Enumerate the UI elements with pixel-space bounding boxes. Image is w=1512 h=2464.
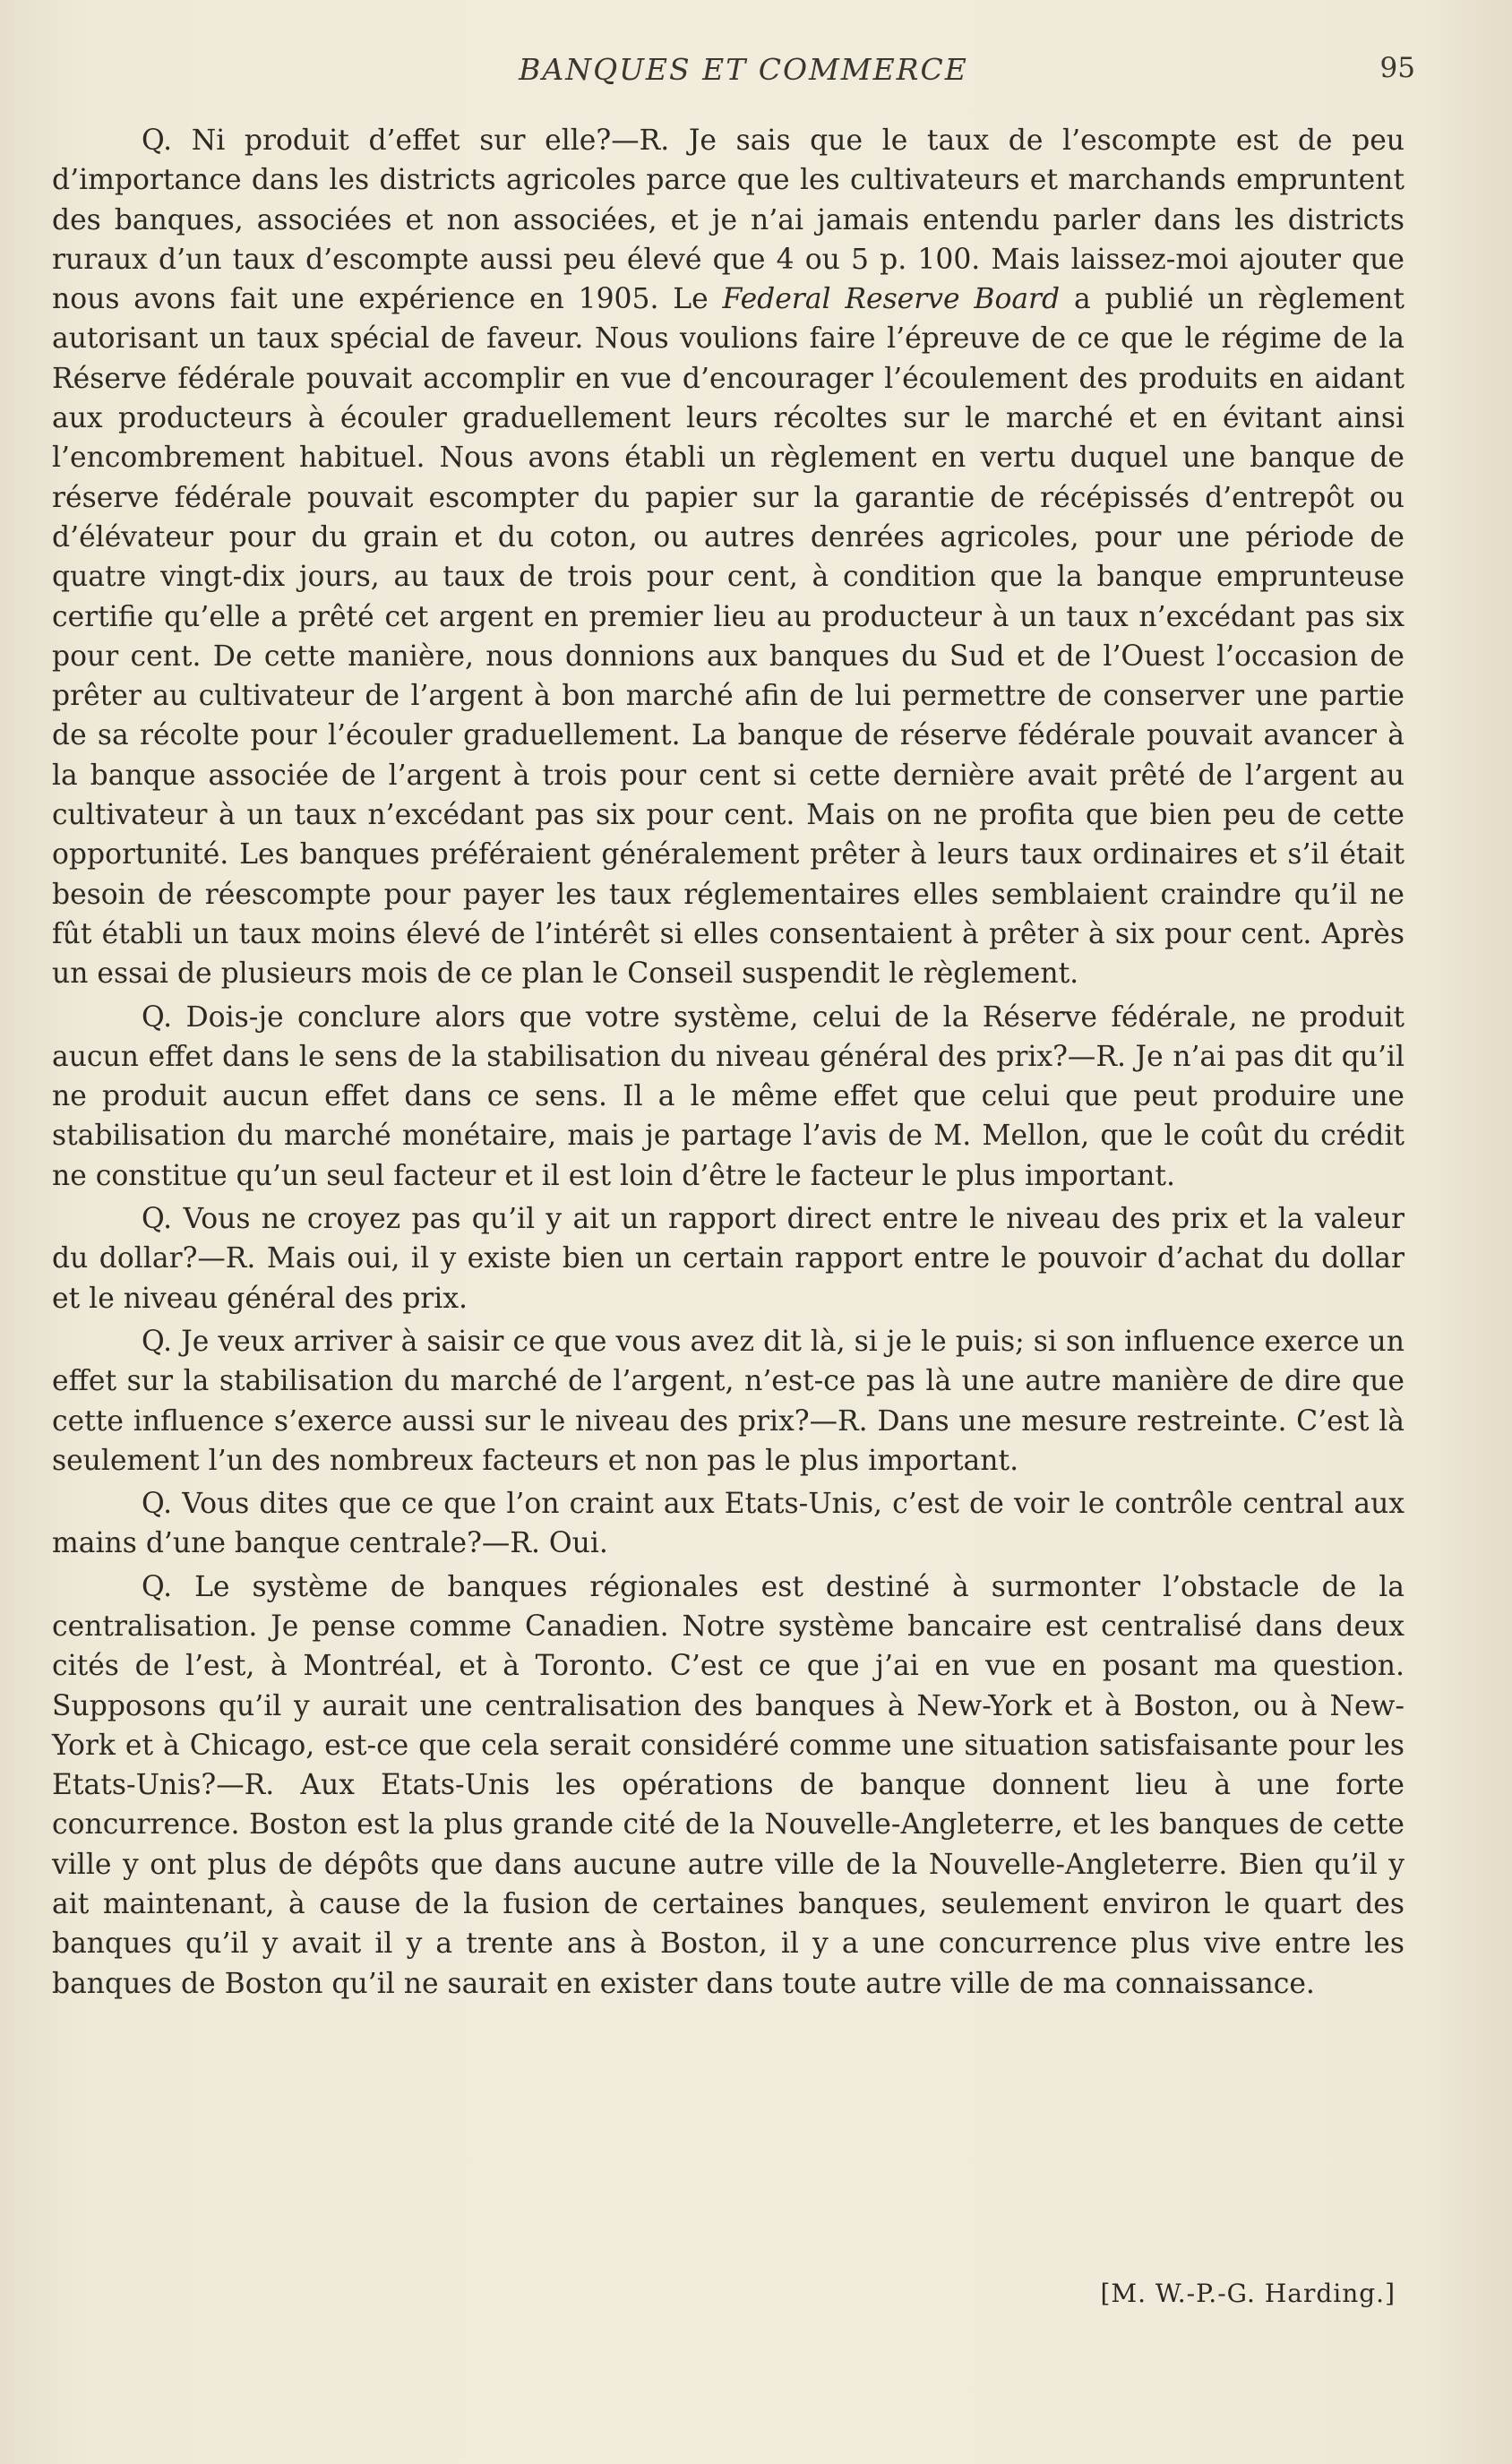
paragraph-1-before: Q. Ni produit d’effet sur elle?—R. Je sais que le taux de l’escompte est de peu d’importance dans les districts agricoles parce que les cultivateurs et marchands empruntent des banques, associées et non associées, et je n’ai jamais entendu parler dans les districts ruraux d’un taux d’escompte aussi peu élevé que 4 ou 5 p. 100. Mais laissez-moi ajouter que nous avons fait une expérience en 1905. Le [52, 124, 1405, 316]
speaker-signature: [M. W.-P.-G. Harding.] [1100, 2279, 1396, 2308]
paragraph-3: Q. Vous ne croyez pas qu’il y ait un rapport direct entre le niveau des prix et la valeur du dollar?—R. Mais oui, il y existe bien un certain rapport entre le pouvoir d’achat du dollar et le niveau général des prix. [52, 1203, 1405, 1315]
page-header [72, 52, 1415, 95]
paragraph-1-after: a publié un règlement autorisant un taux spécial de faveur. Nous voulions faire l’épreuve de ce que le régime de la Réserve fédérale pouvait accomplir en vue d’encourager l’écoulement des produits en aidant aux producteurs à écouler graduellement leurs récoltes sur le marché et en évitant ainsi l’encombrement habituel. Nous avons établi un règlement en vertu duquel une banque de réserve fédérale pouvait escompter du papier sur la garantie de récépissés d’entrepôt ou d’élévateur pour du grain et du coton, ou autres denrées agricoles, pour une période de quatre vingt-dix jours, au taux de trois pour cent, à condition que la banque emprunteuse certifie qu’elle a prêté cet argent en premier lieu au producteur à un taux n’excédant pas six pour cent. De cette manière, nous donnions aux banques du Sud et de l’Ouest l’occasion de prêter au cultivateur de l’argent à bon marché afin de lui permettre de conserver une partie de sa récolte pour l’écouler graduellement. La banque de réserve fédérale pouvait avancer à la banque associée de l’argent à trois pour cent si cette dernière avait prêté de l’argent au cultivateur à un taux n’excédant pas six pour cent. Mais on ne profita que bien peu de cette opportunité. Les banques préféraient généralement prêter à leurs taux ordinaires et s’il était besoin de réescompte pour payer les taux réglementaires elles semblaient craindre qu’il ne fût établi un taux moins élevé de l’intérêt si elles consentaient à prêter à six pour cent. Après un essai de plusieurs mois de ce plan le Conseil suspendit le règlement. [52, 283, 1405, 991]
paragraph-5: Q. Vous dites que ce que l’on craint aux Etats-Unis, c’est de voir le contrôle central aux mains d’une banque centrale?—R. Oui. [52, 1488, 1405, 1560]
paragraph-2: Q. Dois-je conclure alors que votre système, celui de la Réserve fédérale, ne produit aucun effet dans le sens de la stabilisation du niveau général des prix?—R. Je n’ai pas dit qu’il ne produit aucun effet dans ce sens. Il a le même effet que celui que peut produire une stabilisation du marché monétaire, mais je partage l’avis de M. Mellon, que le coût du crédit ne constitue qu’un seul facteur et il est loin d’être le facteur le plus important. [52, 1000, 1405, 1192]
paragraph-1 [52, 121, 1405, 994]
running-title: BANQUES ET COMMERCE [519, 52, 968, 87]
federal-reserve-board-italic: Federal Reserve Board [722, 283, 1061, 316]
paragraph-4: Q. Je veux arriver à saisir ce que vous avez dit là, si je le puis; si son influence exerce un effet sur la stabilisation du marché de l’argent, n’est-ce pas là une autre manière de dire que cette influence s’exerce aussi sur le niveau des prix?—R. Dans une mesure restreinte. C’est là seulement l’un des nombreux facteurs et non pas le plus important. [52, 1325, 1405, 1477]
page-number: 95 [1379, 52, 1415, 84]
body-text [52, 121, 1405, 2004]
paragraph-6: Q. Le système de banques régionales est destiné à surmonter l’obstacle de la centralisation. Je pense comme Canadien. Notre système bancaire est centralisé dans deux cités de l’est, à Montréal, et à Toronto. C’est ce que j’ai en vue en posant ma question. Supposons qu’il y aurait une centralisation des banques à New-York et à Boston, ou à New-York et à Chicago, est-ce que cela serait considéré comme une situation satisfaisante pour les Etats-Unis?—R. Aux Etats-Unis les opérations de banque donnent lieu à une forte concurrence. Boston est la plus grande cité de la Nouvelle-Angleterre, et les banques de cette ville y ont plus de dépôts que dans aucune autre ville de la Nouvelle-Angleterre. Bien qu’il y ait maintenant, à cause de la fusion de certaines banques, seulement environ le quart des banques qu’il y avait il y a trente ans à Boston, il y a une concurrence plus vive entre les banques de Boston qu’il ne saurait en exister dans toute autre ville de ma connaissance. [52, 1570, 1405, 2000]
